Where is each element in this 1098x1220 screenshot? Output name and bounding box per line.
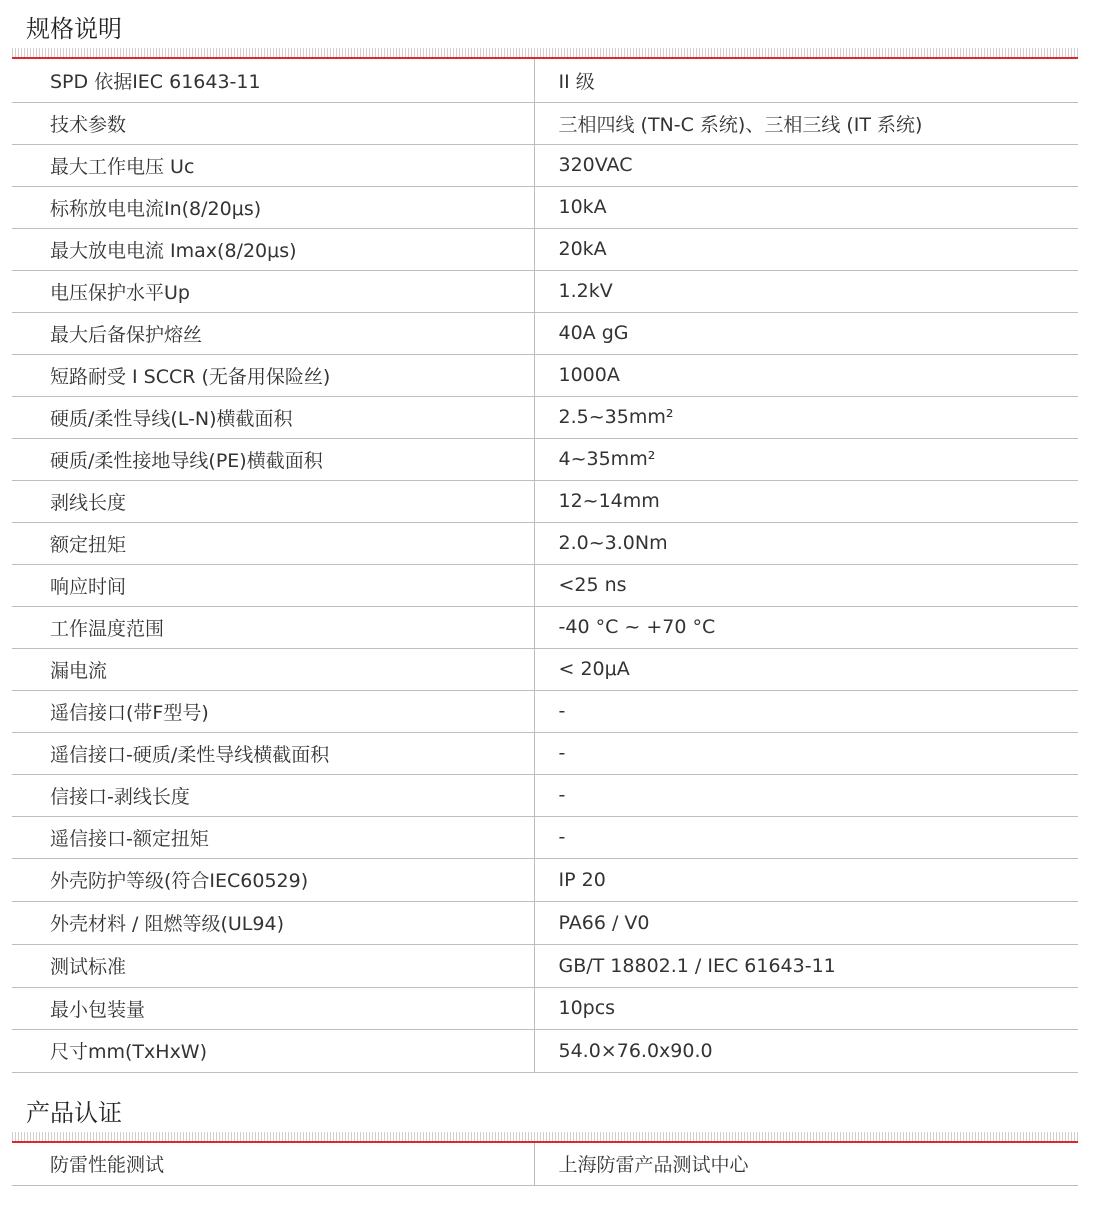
table-row	[12, 987, 1078, 1029]
table-row	[12, 901, 1078, 944]
spec-value: 20kA	[534, 228, 1078, 270]
cert-value: 上海防雷产品测试中心	[534, 1143, 1078, 1185]
spec-value: IP 20	[534, 858, 1078, 901]
spec-key: SPD 依据IEC 61643-11	[12, 59, 534, 102]
spec-value: 54.0×76.0x90.0	[534, 1029, 1078, 1072]
table-row	[12, 1143, 1078, 1185]
spec-key: 遥信接口(带F型号)	[12, 690, 534, 732]
spec-key: 最大工作电压 Uc	[12, 144, 534, 186]
spec-key: 尺寸mm(TxHxW)	[12, 1029, 534, 1072]
spec-key: 外壳防护等级(符合IEC60529)	[12, 858, 534, 901]
table-row	[12, 144, 1078, 186]
cert-section	[12, 1098, 1078, 1188]
spec-value: -	[534, 816, 1078, 858]
table-row	[12, 606, 1078, 648]
table-row	[12, 480, 1078, 522]
spec-key: 工作温度范围	[12, 606, 534, 648]
cert-table	[12, 1143, 1078, 1186]
table-row	[12, 858, 1078, 901]
spec-key: 信接口-剥线长度	[12, 774, 534, 816]
spec-value: <25 ns	[534, 564, 1078, 606]
table-row	[12, 312, 1078, 354]
cert-section-title: 产品认证	[26, 1099, 122, 1127]
table-row	[12, 59, 1078, 102]
table-row	[12, 522, 1078, 564]
spec-value: 12~14mm	[534, 480, 1078, 522]
spec-value: 10pcs	[534, 987, 1078, 1029]
spec-value: 1.2kV	[534, 270, 1078, 312]
spec-key: 最大放电电流 Imax(8/20μs)	[12, 228, 534, 270]
spec-key: 标称放电电流In(8/20μs)	[12, 186, 534, 228]
spec-key: 硬质/柔性接地导线(PE)横截面积	[12, 438, 534, 480]
spec-value: -	[534, 690, 1078, 732]
spec-key: 测试标准	[12, 944, 534, 987]
spec-value: 10kA	[534, 186, 1078, 228]
table-row	[12, 774, 1078, 816]
table-row	[12, 944, 1078, 987]
table-row	[12, 732, 1078, 774]
table-row	[12, 186, 1078, 228]
table-row	[12, 102, 1078, 144]
spec-value: 2.5~35mm²	[534, 396, 1078, 438]
spec-key: 遥信接口-额定扭矩	[12, 816, 534, 858]
spec-value: < 20μA	[534, 648, 1078, 690]
cert-key: 防雷性能测试	[12, 1143, 534, 1185]
table-row	[12, 354, 1078, 396]
spec-value: -	[534, 774, 1078, 816]
table-row	[12, 816, 1078, 858]
spec-key: 遥信接口-硬质/柔性导线横截面积	[12, 732, 534, 774]
spec-key: 额定扭矩	[12, 522, 534, 564]
table-row	[12, 438, 1078, 480]
spec-value: GB/T 18802.1 / IEC 61643-11	[534, 944, 1078, 987]
spec-key: 电压保护水平Up	[12, 270, 534, 312]
spec-value: 40A gG	[534, 312, 1078, 354]
spec-value: -	[534, 732, 1078, 774]
table-row	[12, 228, 1078, 270]
spec-key: 最大后备保护熔丝	[12, 312, 534, 354]
spec-key: 剥线长度	[12, 480, 534, 522]
spec-value: 2.0~3.0Nm	[534, 522, 1078, 564]
spec-value: -40 °C ~ +70 °C	[534, 606, 1078, 648]
spec-section	[12, 14, 1078, 1076]
table-row	[12, 270, 1078, 312]
spec-key: 外壳材料 / 阻燃等级(UL94)	[12, 901, 534, 944]
spec-table	[12, 59, 1078, 1073]
table-row	[12, 1029, 1078, 1072]
spec-value: 三相四线 (TN-C 系统)、三相三线 (IT 系统)	[534, 102, 1078, 144]
spec-key: 响应时间	[12, 564, 534, 606]
spec-value: 1000A	[534, 354, 1078, 396]
spec-key: 短路耐受 I SCCR (无备用保险丝)	[12, 354, 534, 396]
table-row	[12, 564, 1078, 606]
table-row	[12, 690, 1078, 732]
spec-value: II 级	[534, 59, 1078, 102]
spec-key: 硬质/柔性导线(L-N)横截面积	[12, 396, 534, 438]
spec-value: 4~35mm²	[534, 438, 1078, 480]
table-row	[12, 396, 1078, 438]
table-row	[12, 648, 1078, 690]
spec-value: 320VAC	[534, 144, 1078, 186]
spec-key: 技术参数	[12, 102, 534, 144]
spec-key: 最小包装量	[12, 987, 534, 1029]
spec-key: 漏电流	[12, 648, 534, 690]
spec-value: PA66 / V0	[534, 901, 1078, 944]
spec-section-title: 规格说明	[26, 15, 122, 43]
